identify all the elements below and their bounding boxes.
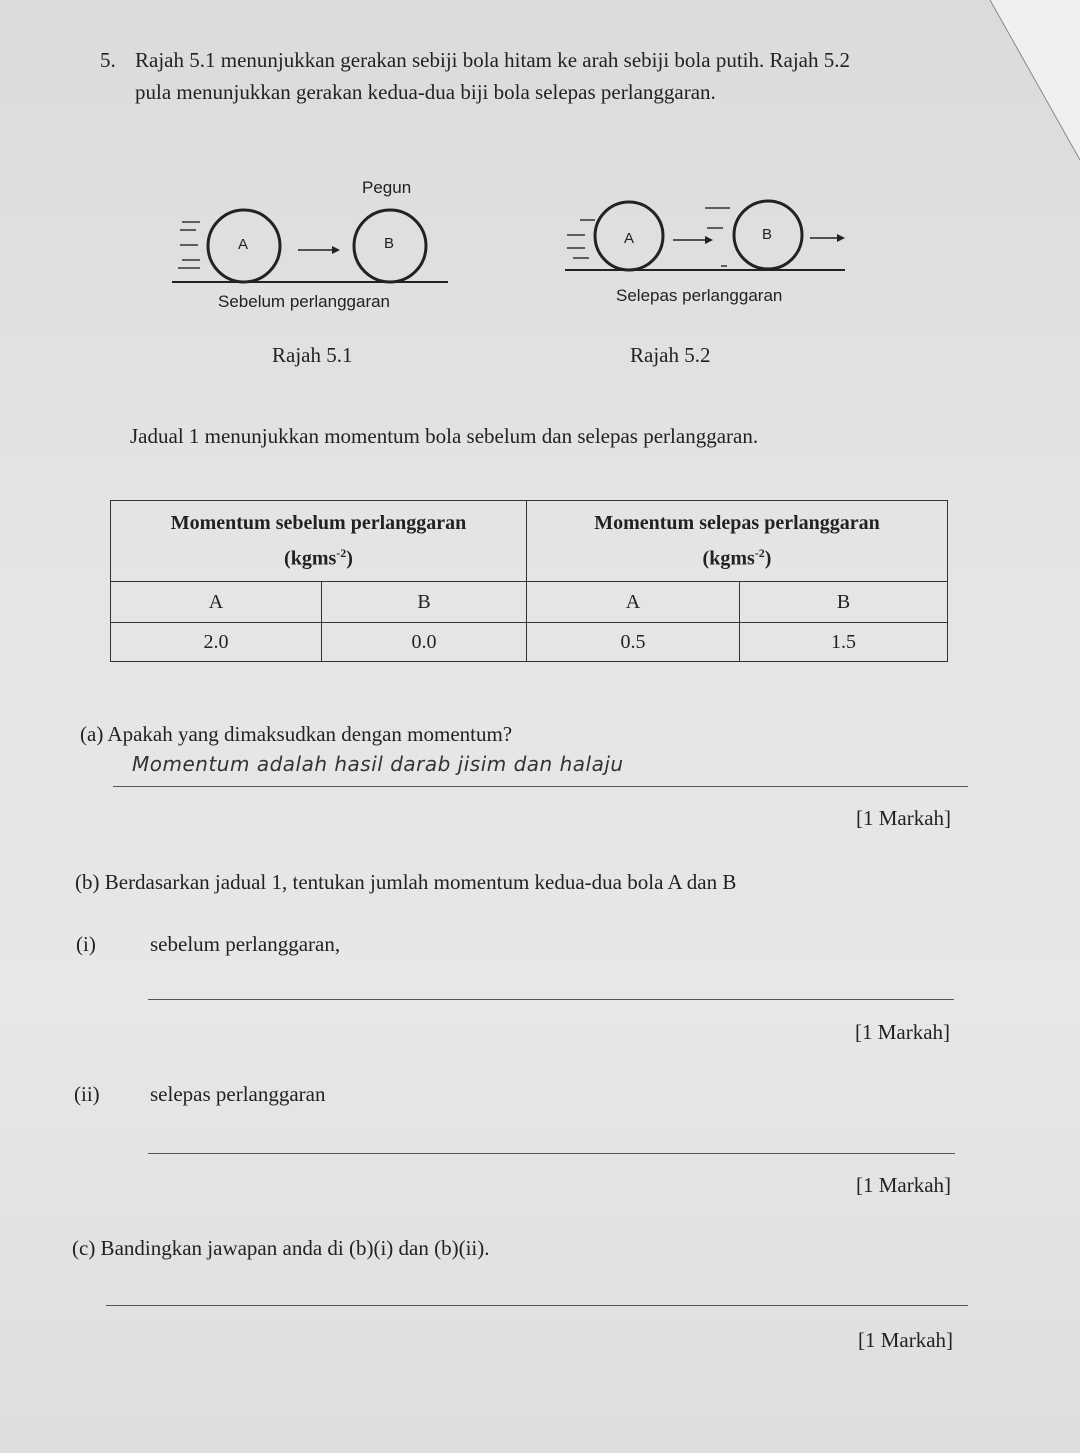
header-after-text: Momentum selepas perlanggaran [594, 512, 880, 535]
ball-b-label: B [384, 235, 395, 252]
part-c-marks: [1 Markah] [858, 1328, 954, 1352]
part-a-handwritten-answer[interactable]: Momentum adalah hasil darab jisim dan halaju [132, 752, 624, 776]
part-bii-question: selepas perlanggaran [150, 1082, 326, 1106]
col-a-before: A [111, 582, 322, 623]
question-number: 5. [100, 48, 116, 72]
unit-after: (kgms$^{-2}$) [702, 546, 772, 570]
part-c-question: (c) Bandingkan jawapan anda di (b)(i) dan (b)(ii). [72, 1236, 490, 1260]
answer-line-bii[interactable] [148, 1153, 955, 1154]
part-b-question: (b) Berdasarkan jadual 1, tentukan jumlah momentum kedua-dua bola A dan B [75, 870, 737, 894]
answer-line-c[interactable] [106, 1305, 968, 1306]
caption-before: Sebelum perlanggaran [218, 292, 391, 311]
momentum-table [110, 500, 948, 662]
ball-b-label-after: B [762, 226, 773, 243]
value-b-before: 0.0 [322, 623, 527, 662]
figure-title-5-2: Rajah 5.2 [630, 343, 711, 367]
label-pegun: Pegun [362, 178, 412, 197]
col-a-after: A [527, 582, 740, 623]
arrow-icon [332, 246, 340, 254]
header-after [527, 501, 948, 582]
part-bi-marks: [1 Markah] [855, 1020, 951, 1044]
part-bii-number: (ii) [74, 1082, 100, 1106]
arrow-a-icon [705, 236, 713, 244]
question-intro-line2: pula menunjukkan gerakan kedua-dua biji bola selepas perlanggaran. [135, 80, 716, 104]
col-b-before: B [322, 582, 527, 623]
part-a-marks: [1 Markah] [856, 806, 952, 830]
part-a-question: (a) Apakah yang dimaksudkan dengan momentum? [80, 722, 513, 746]
diagram-before-collision [160, 170, 460, 310]
figure-title-5-1: Rajah 5.1 [272, 343, 353, 367]
ball-a-label-after: A [624, 230, 635, 247]
arrow-b-icon [837, 234, 845, 242]
unit-before: (kgms$^{-2}$) [284, 546, 353, 570]
caption-after: Selepas perlanggaran [616, 286, 783, 305]
table-intro: Jadual 1 menunjukkan momentum bola sebelum dan selepas perlanggaran. [130, 424, 759, 448]
header-before-text: Momentum sebelum perlanggaran [170, 512, 467, 535]
page-corner-shadow [990, 0, 1080, 160]
header-before [111, 501, 527, 582]
part-bii-marks: [1 Markah] [856, 1173, 952, 1197]
value-b-after: 1.5 [740, 623, 948, 662]
answer-line-a [113, 786, 968, 787]
question-intro-line1: Rajah 5.1 menunjukkan gerakan sebiji bola hitam ke arah sebiji bola putih. Rajah 5.2 [135, 48, 850, 72]
motion-lines-icon [178, 222, 200, 268]
part-bi-number: (i) [76, 932, 96, 956]
value-a-after: 0.5 [527, 623, 740, 662]
col-b-after: B [740, 582, 948, 623]
ball-a-label: A [238, 236, 249, 253]
part-bi-question: sebelum perlanggaran, [150, 932, 341, 956]
answer-line-bi[interactable] [148, 999, 954, 1000]
diagram-after-collision [555, 180, 855, 290]
value-a-before: 2.0 [111, 623, 322, 662]
